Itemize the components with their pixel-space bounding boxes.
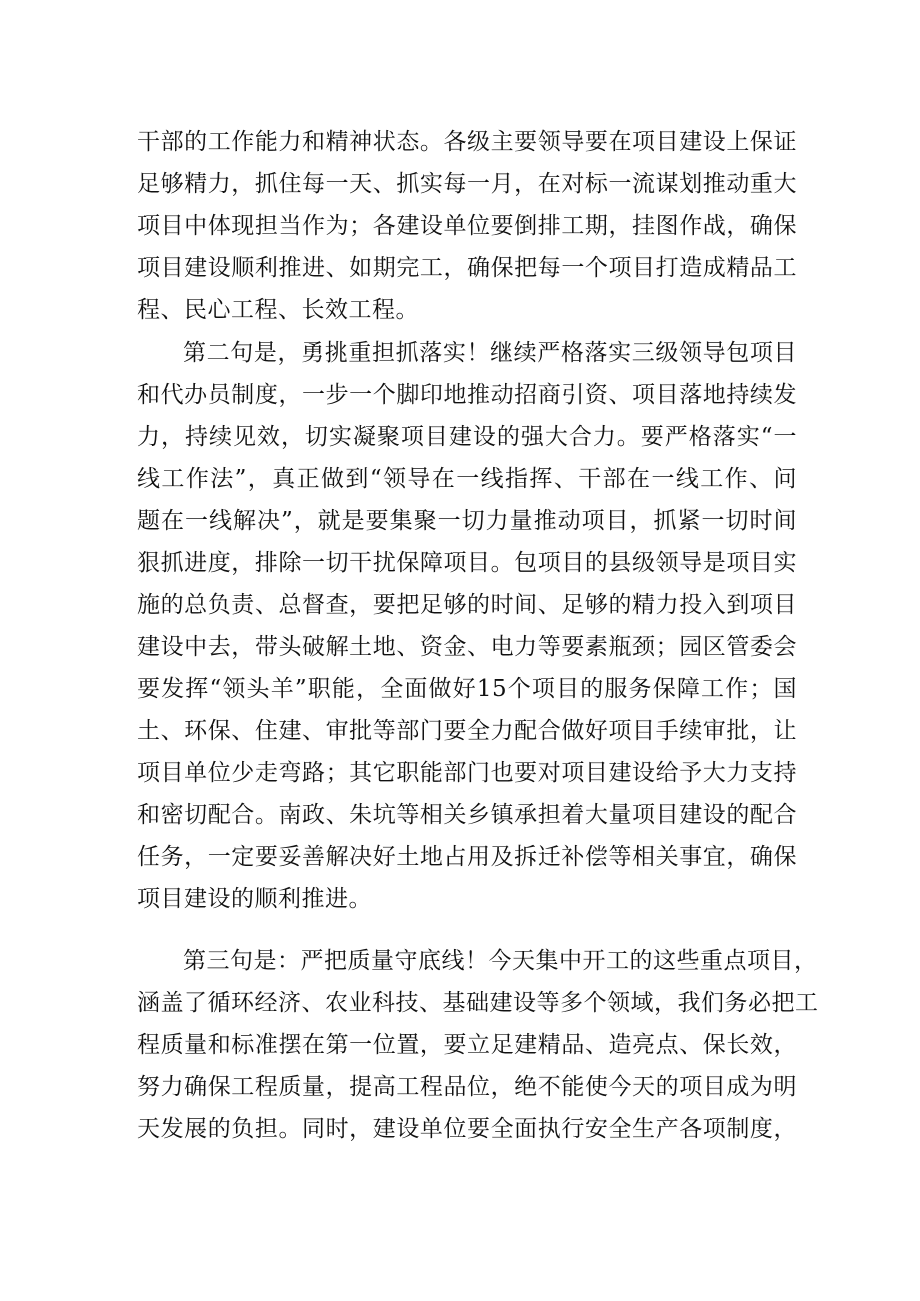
text-line: 要发挥“领头羊”职能，全面做好15个项目的服务保障工作；国	[137, 676, 797, 702]
text-line: 土、环保、住建、审批等部门要全力配合做好项目手续审批，让	[137, 718, 797, 744]
text-line: 施的总负责、总督查，要把足够的时间、足够的精力投入到项目	[137, 592, 797, 618]
text-line: 第三句是：严把质量守底线！今天集中开工的这些重点项目，	[183, 948, 818, 974]
text-line: 力，持续见效，切实凝聚项目建设的强大合力。要严格落实“一	[137, 424, 797, 450]
text-line: 足够精力，抓住每一天、抓实每一月，在对标一流谋划推动重大	[137, 171, 797, 197]
text-line: 建设中去，带头破解土地、资金、电力等要素瓶颈；园区管委会	[137, 634, 797, 660]
text-line: 努力确保工程质量，提高工程品位，绝不能使今天的项目成为明	[137, 1074, 797, 1100]
text-line: 项目中体现担当作为；各建设单位要倒排工期，挂图作战，确保	[137, 213, 797, 239]
text-line: 天发展的负担。同时，建设单位要全面执行安全生产各项制度，	[137, 1116, 797, 1142]
text-line: 和代办员制度，一步一个脚印地推动招商引资、项目落地持续发	[137, 382, 797, 408]
text-line: 干部的工作能力和精神状态。各级主要领导要在项目建设上保证	[137, 129, 797, 155]
text-line: 项目建设的顺利推进。	[137, 886, 372, 912]
text-line: 题在一线解决”，就是要集聚一切力量推动项目，抓紧一切时间	[137, 508, 797, 534]
text-line: 涵盖了循环经济、农业科技、基础建设等多个领域，我们务必把工	[137, 990, 819, 1016]
text-line: 项目单位少走弯路；其它职能部门也要对项目建设给予大力支持	[137, 760, 797, 786]
text-line: 和密切配合。南政、朱坑等相关乡镇承担着大量项目建设的配合	[137, 802, 797, 828]
text-line: 线工作法”，真正做到“领导在一线指挥、干部在一线工作、问	[137, 466, 797, 492]
text-line: 项目建设顺利推进、如期完工，确保把每一个项目打造成精品工	[137, 255, 797, 281]
text-line: 程质量和标准摆在第一位置，要立足建精品、造亮点、保长效，	[137, 1032, 797, 1058]
text-line: 任务，一定要妥善解决好土地占用及拆迁补偿等相关事宜，确保	[137, 844, 797, 870]
text-line: 狠抓进度，排除一切干扰保障项目。包项目的县级领导是项目实	[137, 550, 797, 576]
text-line: 程、民心工程、长效工程。	[137, 297, 419, 323]
text-line: 第二句是，勇挑重担抓落实！继续严格落实三级领导包项目	[183, 340, 797, 366]
